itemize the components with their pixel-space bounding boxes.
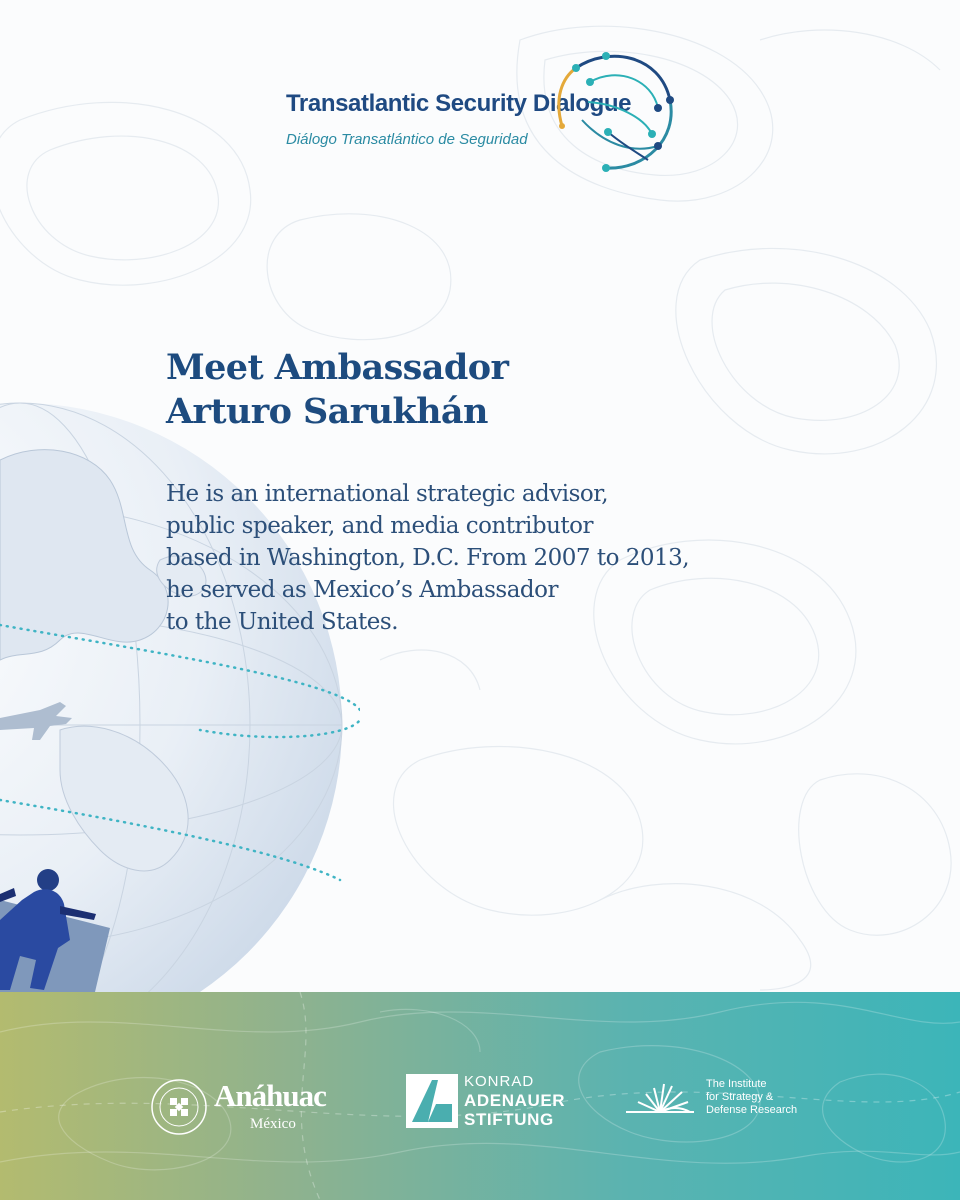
bio-line: He is an international strategic advisor, [166, 481, 609, 507]
anahuac-name: Anáhuac [214, 1078, 326, 1113]
isdr-line: The Institute [706, 1078, 767, 1090]
headline-line: Meet Ambassador [166, 347, 509, 388]
kas-line: STIFTUNG [464, 1110, 554, 1129]
headline [166, 346, 508, 434]
bio-text [166, 478, 689, 638]
bio-line: public speaker, and media contributor [166, 513, 593, 539]
bio-line: he served as Mexico’s Ambassador [166, 577, 558, 603]
university-seal-icon [150, 1078, 208, 1136]
footer-band [0, 992, 960, 1200]
isdr-line: for Strategy & [706, 1091, 774, 1103]
bio-line: based in Washington, D.C. From 2007 to 2013, [166, 545, 690, 571]
header-logo [280, 48, 680, 178]
kas-line: ADENAUER [464, 1091, 566, 1110]
bio-line: to the United States. [166, 609, 398, 635]
logo-title: Transatlantic Security Dialogue [286, 90, 632, 117]
headline-line: Arturo Sarukhán [166, 391, 488, 432]
partner-anahuac [150, 1072, 360, 1142]
anahuac-subtitle: México [250, 1116, 296, 1132]
partner-konrad-adenauer [406, 1072, 576, 1142]
isdr-line: Defense Research [706, 1104, 798, 1116]
logo-subtitle: Diálogo Transatlántico de Seguridad [286, 131, 528, 148]
sunburst-logo-icon [624, 1080, 696, 1116]
kas-line: KONRAD [464, 1073, 535, 1090]
network-globe-icon [548, 48, 676, 176]
partner-isdr [624, 1072, 824, 1142]
kas-logo-icon [406, 1074, 458, 1128]
